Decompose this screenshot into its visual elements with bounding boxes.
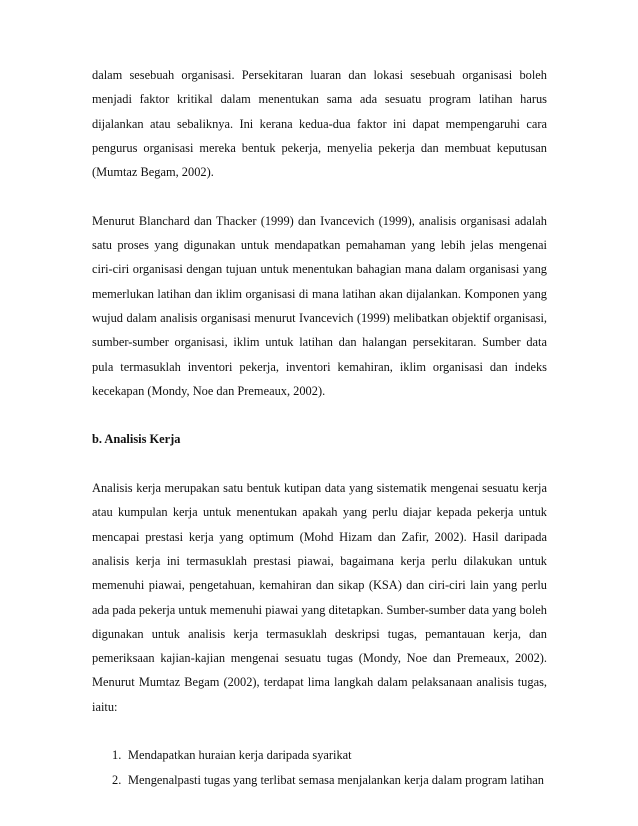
list-text: Mendapatkan huraian kerja daripada syarikat [128, 748, 352, 763]
paragraph-organisasi-persekitaran: dalam sesebuah organisasi. Persekitaran luaran dan lokasi sesebuah organisasi boleh menjadi faktor kritikal dalam menentukan sama ada sesuatu program latihan harus dijalankan atau sebaliknya. Ini kerana kedua-dua faktor ini dapat mempengaruhi cara pengurus organisasi mereka bentuk pekerja, menyelia pekerja dan membuat keputusan (Mumtaz Begam, 2002). [92, 68, 547, 180]
section-heading-analisis-kerja: b. Analisis Kerja [92, 432, 181, 447]
paragraph-analisis-kerja: Analisis kerja merupakan satu bentuk kutipan data yang sistematik mengenai sesuatu kerja atau kumpulan kerja untuk menentukan apakah yang perlu diajar kepada pekerja untuk mencapai prestasi kerja yang optimum (Mohd Hizam dan Zafir, 2002). Hasil daripada analisis kerja ini termasuklah prestasi piawai, bagaimana kerja perlu dilakukan untuk memenuhi piawai, pengetahuan, kemahiran dan sikap (KSA) dan ciri-ciri lain yang perlu ada pada pekerja untuk memenuhi piawai yang ditetapkan. Sumber-sumber data yang boleh digunakan untuk analisis kerja termasuklah deskripsi tugas, pemantauan kerja, dan pemeriksaan kajian-kajian mengenai sesuatu tugas (Mondy, Noe dan Premeaux, 2002). Menurut Mumtaz Begam (2002), terdapat lima langkah dalam pelaksanaan analisis tugas, iaitu: [92, 481, 547, 714]
steps-list [92, 743, 547, 792]
paragraph-gap [92, 452, 547, 476]
list-number: 1. [112, 748, 122, 763]
list-number: 2. [112, 772, 122, 787]
paragraph-gap [92, 403, 547, 427]
list-text: Mengenalpasti tugas yang terlibat semasa menjalankan kerja dalam program latihan [128, 772, 544, 787]
list-item [92, 743, 547, 767]
paragraph-gap [92, 719, 547, 743]
paragraph-gap [92, 184, 547, 208]
paragraph-analisis-organisasi: Menurut Blanchard dan Thacker (1999) dan Ivancevich (1999), analisis organisasi adalah satu proses yang digunakan untuk mendapatkan pemahaman yang lebih jelas mengenai ciri-ciri organisasi dengan tujuan untuk menentukan bahagian mana dalam organisasi yang memerlukan latihan dan iklim organisasi di mana latihan akan dijalankan. Komponen yang wujud dalam analisis organisasi menurut Ivancevich (1999) melibatkan objektif organisasi, sumber-sumber organisasi, iklim untuk latihan dan halangan persekitaran. Sumber data pula termasuklah inventori pekerja, inventori kemahiran, iklim organisasi dan indeks kecekapan (Mondy, Noe dan Premeaux, 2002). [92, 213, 547, 398]
document-page [92, 63, 547, 792]
list-item [92, 768, 547, 792]
